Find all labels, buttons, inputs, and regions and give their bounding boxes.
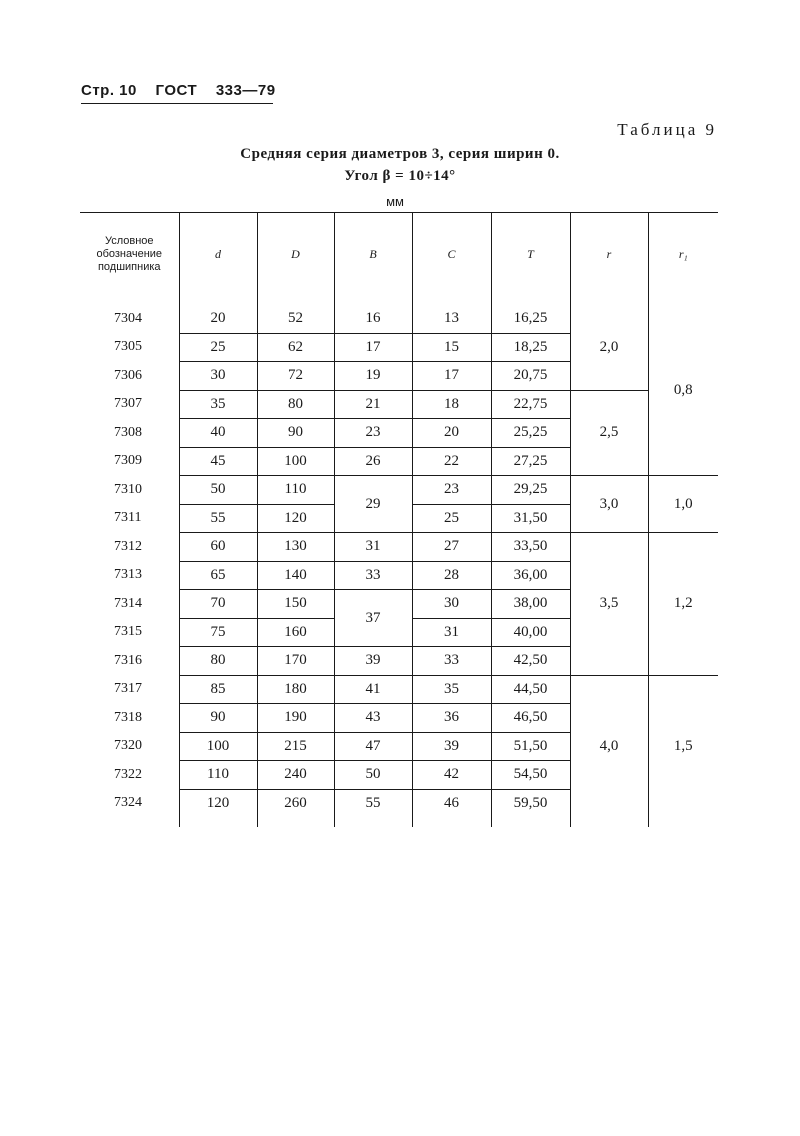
D-cell: 140 [257,561,334,590]
C-cell: 30 [412,590,491,619]
D-cell: 240 [257,761,334,790]
d-cell: 70 [179,590,257,619]
B-cell: 21 [334,390,412,419]
designation-cell: 7320 [114,738,142,754]
d-cell: 50 [179,476,257,505]
T-cell: 31,50 [491,504,570,533]
T-cell: 40,00 [491,618,570,647]
designation-cell: 7313 [114,567,142,583]
D-cell: 110 [257,476,334,505]
designation-line-1: Условное [104,234,154,247]
table-row [80,476,718,505]
r1-cell: 1,0 [648,476,718,533]
B-cell: 50 [334,761,412,790]
header-row [80,213,718,296]
d-cell: 25 [179,333,257,362]
table-title: Средняя серия диаметров 3, серия ширин 0. [240,146,560,162]
D-cell: 90 [257,419,334,448]
col-header-D: D [257,213,334,296]
designation-cell: 7314 [114,595,142,611]
r-cell: 2,5 [570,390,648,476]
B-cell: 31 [334,533,412,562]
B-cell: 16 [334,305,412,333]
D-cell: 120 [257,504,334,533]
B-cell: 55 [334,789,412,817]
d-cell: 90 [179,704,257,733]
C-cell: 20 [412,419,491,448]
d-cell: 80 [179,647,257,676]
designation-cell: 7312 [114,538,142,554]
col-header-r: r [570,213,648,296]
C-cell: 18 [412,390,491,419]
bottom-spacer [80,817,718,827]
table-row [80,675,718,704]
B-cell: 39 [334,647,412,676]
standard-name: ГОСТ [155,82,198,99]
table-label: Таблица 9 [617,120,717,139]
table-subtitle: Угол β = 10÷14° [344,168,456,184]
D-cell: 180 [257,675,334,704]
table-row [80,305,718,333]
designation-cell: 7316 [114,652,142,668]
table-row [80,390,718,419]
T-cell: 59,50 [491,789,570,817]
d-cell: 55 [179,504,257,533]
col-header-r1: r₁ [648,213,718,296]
page-number: Стр. 10 [81,82,137,99]
d-cell: 35 [179,390,257,419]
T-cell: 44,50 [491,675,570,704]
T-cell: 54,50 [491,761,570,790]
C-cell: 25 [412,504,491,533]
designation-cell: 7322 [114,766,142,782]
T-cell: 18,25 [491,333,570,362]
T-cell: 27,25 [491,447,570,476]
C-cell: 27 [412,533,491,562]
col-header-d: d [179,213,257,296]
T-cell: 36,00 [491,561,570,590]
designation-cell: 7324 [114,795,142,810]
C-cell: 46 [412,789,491,817]
B-cell: 43 [334,704,412,733]
r1-cell: 1,2 [648,533,718,676]
B-cell: 23 [334,419,412,448]
C-cell: 17 [412,362,491,391]
units-label: мм [386,194,404,209]
r-cell: 3,5 [570,533,648,676]
B-cell: 29 [334,476,412,533]
C-cell: 28 [412,561,491,590]
D-cell: 130 [257,533,334,562]
C-cell: 35 [412,675,491,704]
standard-number: 333—79 [215,82,276,99]
D-cell: 52 [257,305,334,333]
designation-cell: 7306 [114,367,142,383]
col-header-T: T [491,213,570,296]
d-cell: 65 [179,561,257,590]
d-cell: 85 [179,675,257,704]
T-cell: 25,25 [491,419,570,448]
T-cell: 16,25 [491,305,570,333]
header-spacer [80,295,718,305]
D-cell: 100 [257,447,334,476]
C-cell: 15 [412,333,491,362]
D-cell: 170 [257,647,334,676]
designation-cell: 7311 [114,510,142,526]
T-cell: 29,25 [491,476,570,505]
r-cell: 3,0 [570,476,648,533]
T-cell: 33,50 [491,533,570,562]
D-cell: 260 [257,789,334,817]
d-cell: 20 [179,305,257,333]
C-cell: 31 [412,618,491,647]
d-cell: 30 [179,362,257,391]
r-cell: 4,0 [570,675,648,817]
col-header-B: B [334,213,412,296]
designation-cell: 7318 [114,709,142,725]
d-cell: 100 [179,732,257,761]
d-cell: 110 [179,761,257,790]
col-header-designation [80,213,179,296]
designation-cell: 7309 [114,453,142,469]
T-cell: 46,50 [491,704,570,733]
designation-cell: 7305 [114,339,142,355]
T-cell: 51,50 [491,732,570,761]
B-cell: 26 [334,447,412,476]
B-cell: 17 [334,333,412,362]
designation-cell: 7307 [114,396,142,412]
page-header [81,82,290,99]
T-cell: 20,75 [491,362,570,391]
C-cell: 13 [412,305,491,333]
T-cell: 22,75 [491,390,570,419]
C-cell: 33 [412,647,491,676]
B-cell: 33 [334,561,412,590]
designation-cell: 7315 [114,624,142,640]
table-row [80,533,718,562]
B-cell: 19 [334,362,412,391]
B-cell: 37 [334,590,412,647]
T-cell: 42,50 [491,647,570,676]
r1-cell: 1,5 [648,675,718,817]
bearing-dimensions-table [80,212,718,827]
d-cell: 40 [179,419,257,448]
D-cell: 62 [257,333,334,362]
C-cell: 22 [412,447,491,476]
designation-line-3: подшипника [97,260,161,273]
designation-line-2: обозначение [96,247,163,260]
D-cell: 190 [257,704,334,733]
designation-cell: 7308 [114,424,142,440]
d-cell: 60 [179,533,257,562]
designation-cell: 7317 [114,681,142,697]
D-cell: 72 [257,362,334,391]
C-cell: 23 [412,476,491,505]
r-cell: 2,0 [570,305,648,390]
D-cell: 150 [257,590,334,619]
designation-cell: 7310 [114,481,142,497]
C-cell: 36 [412,704,491,733]
d-cell: 45 [179,447,257,476]
C-cell: 42 [412,761,491,790]
d-cell: 75 [179,618,257,647]
col-header-C: C [412,213,491,296]
D-cell: 160 [257,618,334,647]
B-cell: 41 [334,675,412,704]
T-cell: 38,00 [491,590,570,619]
r1-cell: 0,8 [648,305,718,476]
designation-cell: 7304 [114,311,142,326]
C-cell: 39 [412,732,491,761]
d-cell: 120 [179,789,257,817]
D-cell: 215 [257,732,334,761]
D-cell: 80 [257,390,334,419]
header-rule [81,103,273,104]
B-cell: 47 [334,732,412,761]
